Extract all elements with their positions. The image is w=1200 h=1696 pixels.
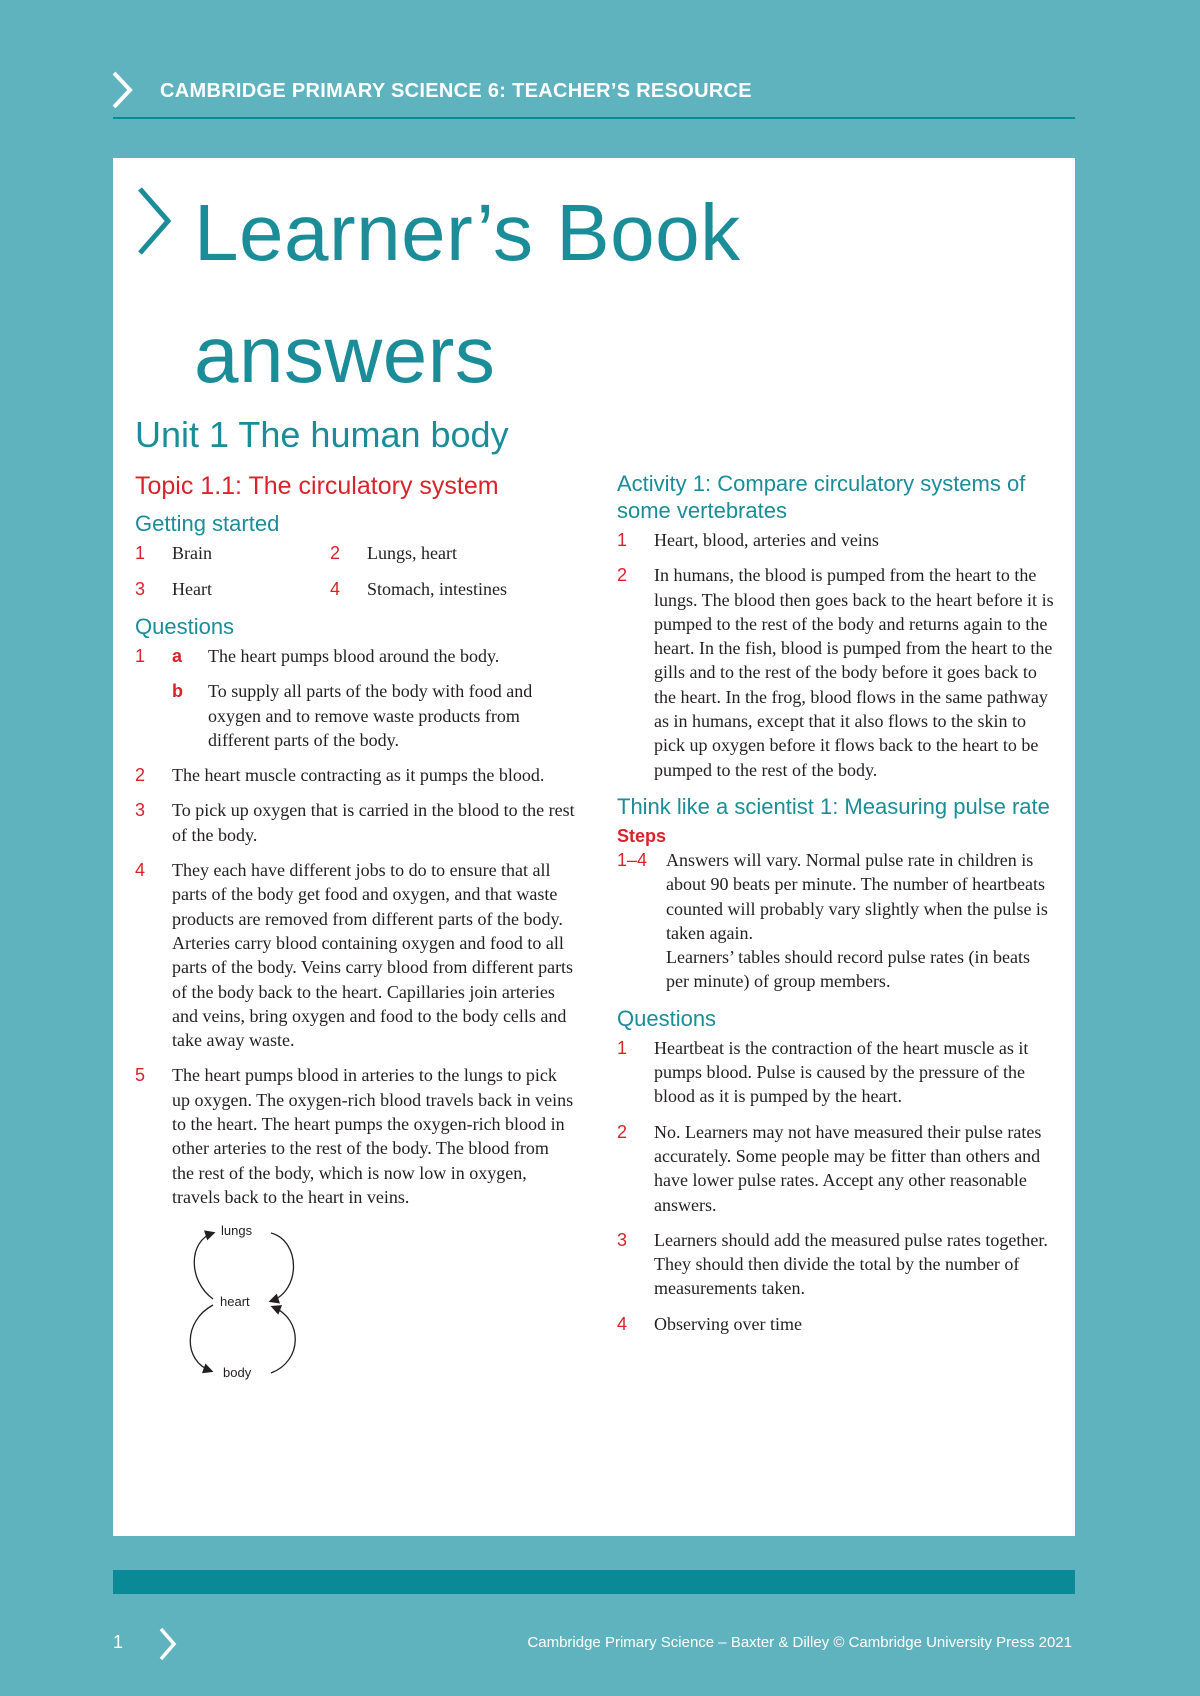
- diagram-label-lungs: lungs: [221, 1223, 253, 1239]
- answer-text: Heartbeat is the contraction of the heart muscle as it pumps blood. Pulse is caused by the pressure of the blood as it is pumped by the heart.: [654, 1037, 1029, 1107]
- answer-text: The heart pumps blood around the body.: [208, 646, 500, 666]
- footer-bar: [113, 1570, 1075, 1594]
- item-number: 2: [330, 543, 341, 563]
- topic-heading: Topic 1.1: The circulatory system: [135, 472, 499, 500]
- answer-text: No. Learners may not have measured their pulse rates accurately. Some people may be fitter than others and have lower pulse rates. Accept any other reasonable answers.: [654, 1121, 1042, 1215]
- steps-text: Learners’ tables should record pulse rates (in beats per minute) of group members.: [666, 947, 1031, 992]
- question-number: 4: [617, 1313, 628, 1334]
- item-number: 4: [330, 579, 341, 599]
- questions-heading: Questions: [135, 614, 235, 639]
- left-column: [135, 470, 575, 1391]
- answer-text: In humans, the blood is pumped from the heart to the lungs. The blood then goes back to the heart before it is pumped to the rest of the body and returns again to the heart. In the fish, blood is pumped from the heart to the gills and to the rest of the body before it goes back to the heart. In the frog, blood flows in the same pathway as in humans, except that it also flows to the skin to pick up oxygen before it flows back to the heart to be pumped to the rest of the body.: [654, 565, 1054, 780]
- getting-started-heading: Getting started: [135, 511, 280, 536]
- question-number: 1: [135, 646, 146, 666]
- question-item: [135, 679, 575, 752]
- steps-number: 1–4: [617, 849, 648, 870]
- unit-title: Unit 1 The human body: [135, 414, 509, 455]
- question-number: 5: [135, 1065, 146, 1086]
- chevron-right-icon: [158, 1626, 178, 1662]
- circulation-diagram: [183, 1221, 323, 1391]
- question-item: [617, 1228, 1057, 1301]
- steps-text: Answers will vary. Normal pulse rate in children is about 90 beats per minute. The number of heartbeats counted will probably vary slightly when the pulse is taken again.: [666, 849, 1048, 943]
- question-number: 1: [617, 1037, 628, 1058]
- answer-text: To pick up oxygen that is carried in the blood to the rest of the body.: [172, 800, 575, 845]
- question-item: [617, 1312, 1057, 1336]
- item-text: Heart: [172, 579, 212, 599]
- page-title-line1: Learner’s Book: [194, 188, 741, 277]
- answer-text: Heart, blood, arteries and veins: [654, 530, 879, 550]
- page-number: 1: [113, 1632, 124, 1652]
- answer-text: Learners should add the measured pulse rates together. They should then divide the total by the number of measurements taken.: [654, 1229, 1048, 1299]
- answer-text: They each have different jobs to do to ensure that all parts of the body get food and oxygen, and that waste products are removed from different parts of the body. Arteries carry blood containing oxygen and food to all parts of the body. Veins carry blood from different parts of the body back to the heart. Capillaries join arteries and veins, bring oxygen and food to the body cells and take away waste.: [172, 860, 574, 1051]
- chevron-right-icon: [110, 70, 136, 110]
- question-number: 3: [617, 1229, 628, 1250]
- item-text: Lungs, heart: [367, 543, 457, 563]
- question-item: [135, 798, 575, 847]
- think-like-scientist-heading: Think like a scientist 1: Measuring pulse rate: [617, 793, 1050, 819]
- right-column: [617, 470, 1057, 1347]
- page-title-line2: answers: [194, 310, 496, 399]
- answer-text: Observing over time: [654, 1313, 802, 1334]
- steps-label: Steps: [617, 825, 667, 846]
- question-letter: a: [172, 646, 183, 666]
- diagram-label-body: body: [223, 1365, 252, 1381]
- getting-started-row: [135, 577, 575, 613]
- item-text: Stomach, intestines: [367, 579, 507, 599]
- question-item: [135, 763, 575, 787]
- steps-item: [617, 848, 1057, 994]
- item-number: 1: [135, 543, 146, 563]
- running-header: CAMBRIDGE PRIMARY SCIENCE 6: TEACHER’S RESOURCE: [160, 80, 752, 102]
- question-number: 4: [135, 860, 146, 881]
- question-item: [135, 858, 575, 1052]
- answer-text: The heart muscle contracting as it pumps the blood.: [172, 765, 545, 786]
- header-rule: [113, 117, 1075, 119]
- question-item: [135, 644, 575, 668]
- question-letter: b: [172, 681, 183, 702]
- question-item: [617, 1120, 1057, 1217]
- question-number: 2: [135, 765, 146, 786]
- question-item: [135, 1063, 575, 1209]
- answer-number: 2: [617, 565, 628, 586]
- questions-heading: Questions: [617, 1005, 717, 1031]
- answer-text: The heart pumps blood in arteries to the lungs to pick up oxygen. The oxygen-rich blood travels back in veins to the heart. The heart pumps the oxygen-rich blood in other arteries to the rest of the body. The blood from the rest of the body, which is now low in oxygen, travels back to the heart in veins.: [172, 1065, 574, 1207]
- answer-text: To supply all parts of the body with food and oxygen and to remove waste products from different parts of the body.: [208, 681, 533, 750]
- getting-started-row: [135, 541, 575, 577]
- activity-heading: Activity 1: Compare circulatory systems of some vertebrates: [617, 471, 1026, 523]
- question-number: 3: [135, 800, 146, 821]
- answer-number: 1: [617, 530, 628, 550]
- chevron-right-icon: [135, 185, 175, 257]
- answer-item: [617, 563, 1057, 782]
- item-text: Brain: [172, 543, 212, 563]
- answer-item: [617, 528, 1057, 552]
- question-number: 2: [617, 1121, 628, 1142]
- circulation-arrows: [183, 1221, 323, 1391]
- question-item: [617, 1036, 1057, 1109]
- footer-copyright: Cambridge Primary Science – Baxter & Dilley © Cambridge University Press 2021: [527, 1634, 1072, 1651]
- diagram-label-heart: heart: [220, 1294, 250, 1310]
- item-number: 3: [135, 579, 146, 599]
- page-title: [194, 172, 741, 416]
